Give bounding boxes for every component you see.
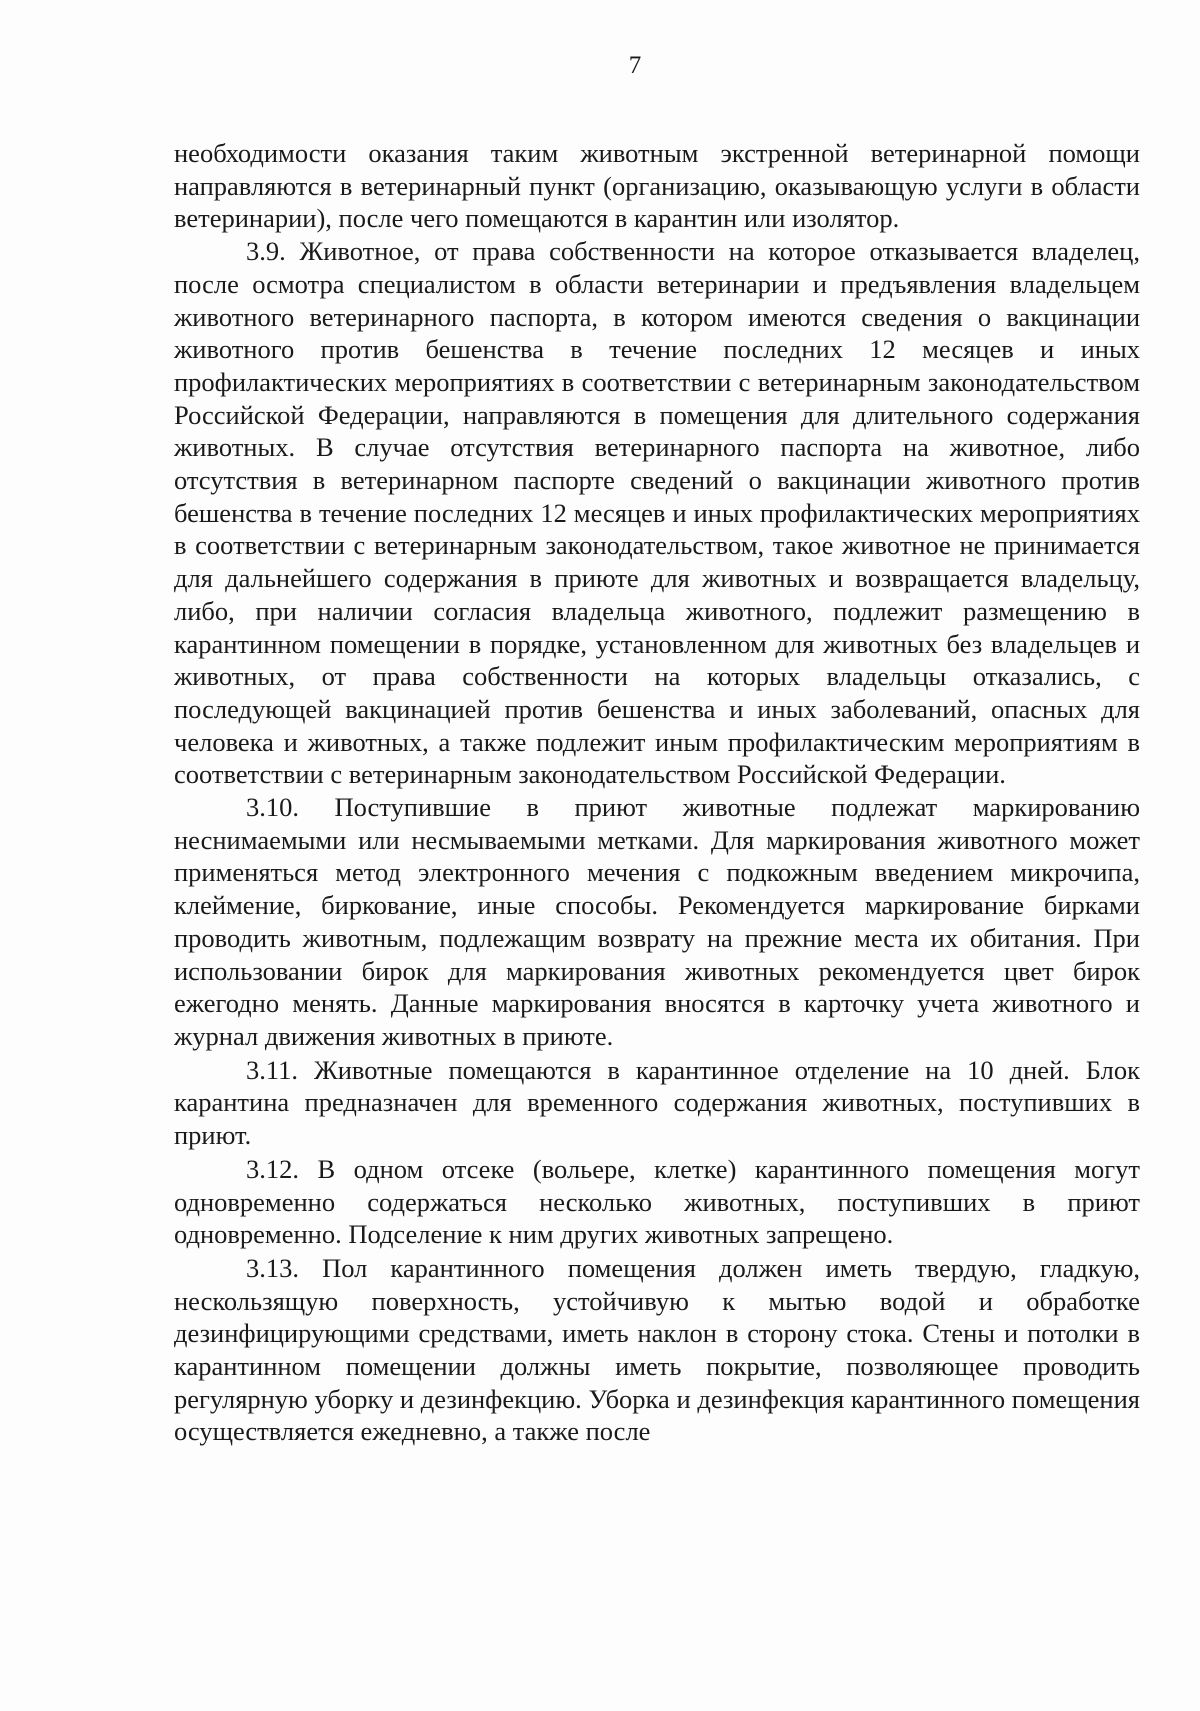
page-number: 7 xyxy=(628,52,642,79)
paragraph-3-13: 3.13. Пол карантинного помещения должен иметь твердую, гладкую, нескользящую поверхность, устойчивую к мытью водой и обработке дезинфицирующими средствами, иметь наклон в сторону стока. Стены и потолки в карантинном помещении должны иметь покрытие, позволяющее проводить регулярную уборку и дезинфекцию. Уборка и дезинфекция карантинного помещения осуществляется ежедневно, а также после xyxy=(174,1252,1140,1447)
paragraph-3-9: 3.9. Животное, от права собственности на которое отказывается владелец, после осмотра специалистом в области ветеринарии и предъявления владельцем животного ветеринарного паспорта, в котором имеются сведения о вакцинации животного против бешенства в течение последних 12 месяцев и иных профилактических мероприятиях в соответствии с ветеринарным законодательством Российской Федерации, направляются в помещения для длительного содержания животных. В случае отсутствия ветеринарного паспорта на животное, либо отсутствия в ветеринарном паспорте сведений о вакцинации животного против бешенства в течение последних 12 месяцев и иных профилактических мероприятиях в соответствии с ветеринарным законодательством, такое животное не принимается для дальнейшего содержания в приюте для животных и возвращается владельцу, либо, при наличии согласия владельца животного, подлежит размещению в карантинном помещении в порядке, установленном для животных без владельцев и животных, от права собственности на которых владельцы отказались, с последующей вакцинацией против бешенства и иных заболеваний, опасных для человека и животных, а также подлежит иным профилактическим мероприятиям в соответствии с ветеринарным законодательством Российской Федерации. xyxy=(174,236,1140,790)
document-body xyxy=(174,137,1140,1448)
paragraph-3-12: 3.12. В одном отсеке (вольере, клетке) карантинного помещения могут одновременно содержаться несколько животных, поступивших в приют одновременно. Подселение к ним других животных запрещено. xyxy=(174,1153,1140,1250)
paragraph-continuation: необходимости оказания таким животным экстренной ветеринарной помощи направляются в ветеринарный пункт (организацию, оказывающую услуги в области ветеринарии), после чего помещаются в карантин или изолятор. xyxy=(174,138,1140,234)
paragraph-3-11: 3.11. Животные помещаются в карантинное отделение на 10 дней. Блок карантина предназначен для временного содержания животных, поступивших в приют. xyxy=(174,1054,1140,1151)
paragraph-3-10: 3.10. Поступившие в приют животные подлежат маркированию неснимаемыми или несмываемыми метками. Для маркирования животного может применяться метод электронного мечения с подкожным введением микрочипа, клеймение, биркование, иные способы. Рекомендуется маркирование бирками проводить животным, подлежащим возврату на прежние места их обитания. При использовании бирок для маркирования животных рекомендуется цвет бирок ежегодно менять. Данные маркирования вносятся в карточку учета животного и журнал движения животных в приюте. xyxy=(174,792,1140,1051)
